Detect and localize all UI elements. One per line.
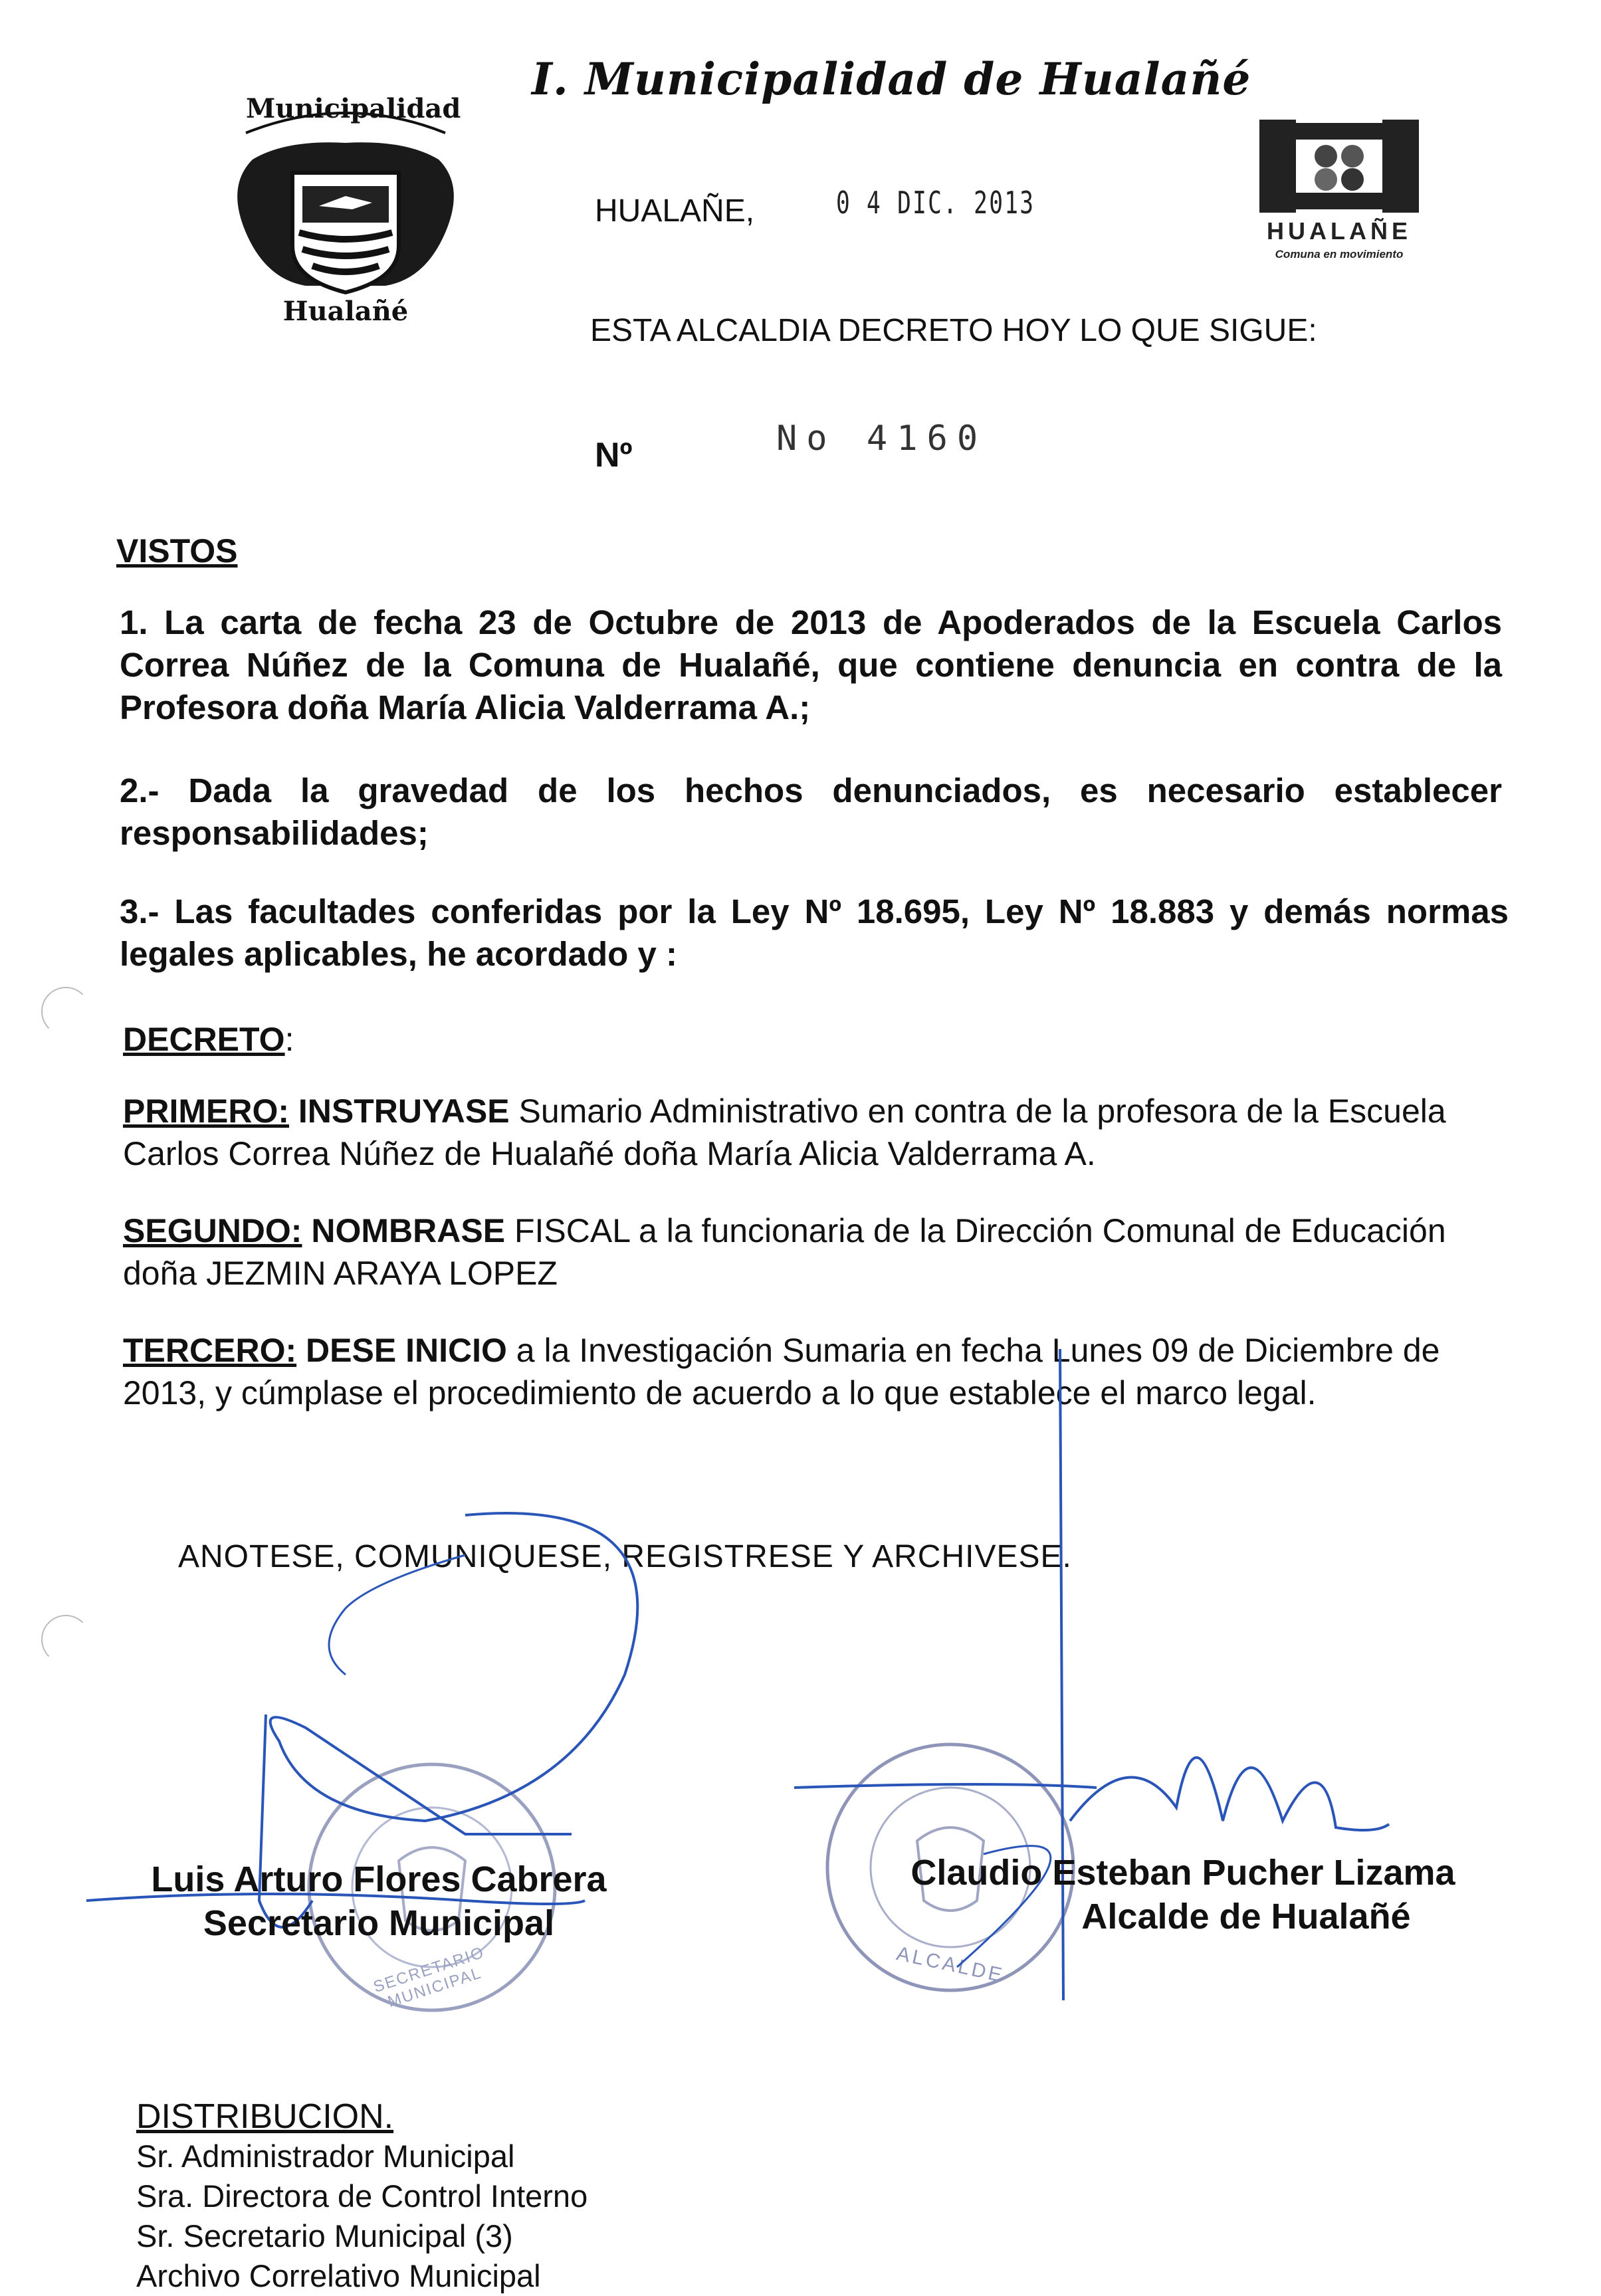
alcalde-stamp-text: ALCALDE <box>895 1942 1007 1987</box>
seal-bottom-text: Hualañé <box>282 296 409 327</box>
distribucion-item: Archivo Correlativo Municipal <box>136 2258 541 2293</box>
alcalde-signature-block <box>871 1851 1495 1938</box>
distribucion-item: Sra. Directora de Control Interno <box>136 2178 588 2214</box>
alcalde-name: Claudio Esteban Pucher Lizama <box>910 1853 1455 1893</box>
closing-formula: ANOTESE, COMUNIQUESE, REGISTRESE Y ARCHIVESE. <box>178 1539 1072 1574</box>
primero-label: PRIMERO: <box>123 1093 289 1130</box>
place-label: HUALAÑE, <box>595 193 755 229</box>
primero-verb: INSTRUYASE <box>298 1093 510 1130</box>
primero-text: Sumario Administrativo en contra de la profesora de la Escuela Carlos Correa Núñez de Hualañé doña María Alicia Valderrama A. <box>123 1093 1446 1172</box>
number-stamp: No 4160 <box>776 419 988 459</box>
secretario-signature-block <box>113 1857 645 1945</box>
date-stamp: 0 4 DIC. 2013 <box>836 185 1035 221</box>
document-title: I. Municipalidad de Hualañé <box>532 53 1251 105</box>
distribucion-block <box>136 2097 587 2296</box>
segundo-verb: NOMBRASE <box>311 1212 506 1249</box>
distribucion-heading: DISTRIBUCION. <box>136 2097 394 2136</box>
brand-name: HUALAÑE <box>1267 217 1412 245</box>
brand-tagline: Comuna en movimiento <box>1275 248 1404 261</box>
secretario-name: Luis Arturo Flores Cabrera <box>151 1859 607 1899</box>
segundo-text: FISCAL a la funcionaria de la Dirección Comunal de Educación doña JEZMIN ARAYA LOPEZ <box>123 1212 1446 1292</box>
distribucion-item: Sr. Administrador Municipal <box>136 2139 515 2174</box>
decree-intro: ESTA ALCALDIA DECRETO HOY LO QUE SIGUE: <box>590 313 1317 348</box>
segundo-label: SEGUNDO: <box>123 1212 302 1249</box>
decreto-heading-text: DECRETO <box>123 1021 285 1058</box>
alcalde-role: Alcalde de Hualañé <box>1081 1897 1411 1936</box>
decreto-heading-colon: : <box>284 1021 294 1058</box>
seal-top-text: Municipalidad <box>246 93 461 124</box>
tercero-label: TERCERO: <box>123 1332 297 1369</box>
secretario-role: Secretario Municipal <box>203 1903 555 1943</box>
vistos-heading: VISTOS <box>116 532 238 570</box>
secretario-stamp-text: SECRETARIO MUNICIPAL <box>371 1943 487 2012</box>
tercero-verb: DESE INICIO <box>306 1332 507 1369</box>
vistos-item-2: 2.- Dada la gravedad de los hechos denunciados, es necesario establecer responsabilidades; <box>120 772 1502 852</box>
number-label: Nº <box>595 436 633 474</box>
vistos-item-1: 1. La carta de fecha 23 de Octubre de 2013 de Apoderados de la Escuela Carlos Correa Núñez de la Comuna de Hualañé, que contiene denuncia en contra de la Profesora doña María Alicia Valderrama A.; <box>120 603 1502 726</box>
distribucion-item: Sr. Secretario Municipal (3) <box>136 2218 513 2253</box>
vistos-item-3: 3.- Las facultades conferidas por la Ley Nº 18.695, Ley Nº 18.883 y demás normas legales aplicables, he acordado y : <box>120 892 1509 973</box>
tercero-text: a la Investigación Sumaria en fecha Lunes 09 de Diciembre de 2013, y cúmplase el procedimiento de acuerdo a lo que establece el marco legal. <box>123 1332 1440 1411</box>
